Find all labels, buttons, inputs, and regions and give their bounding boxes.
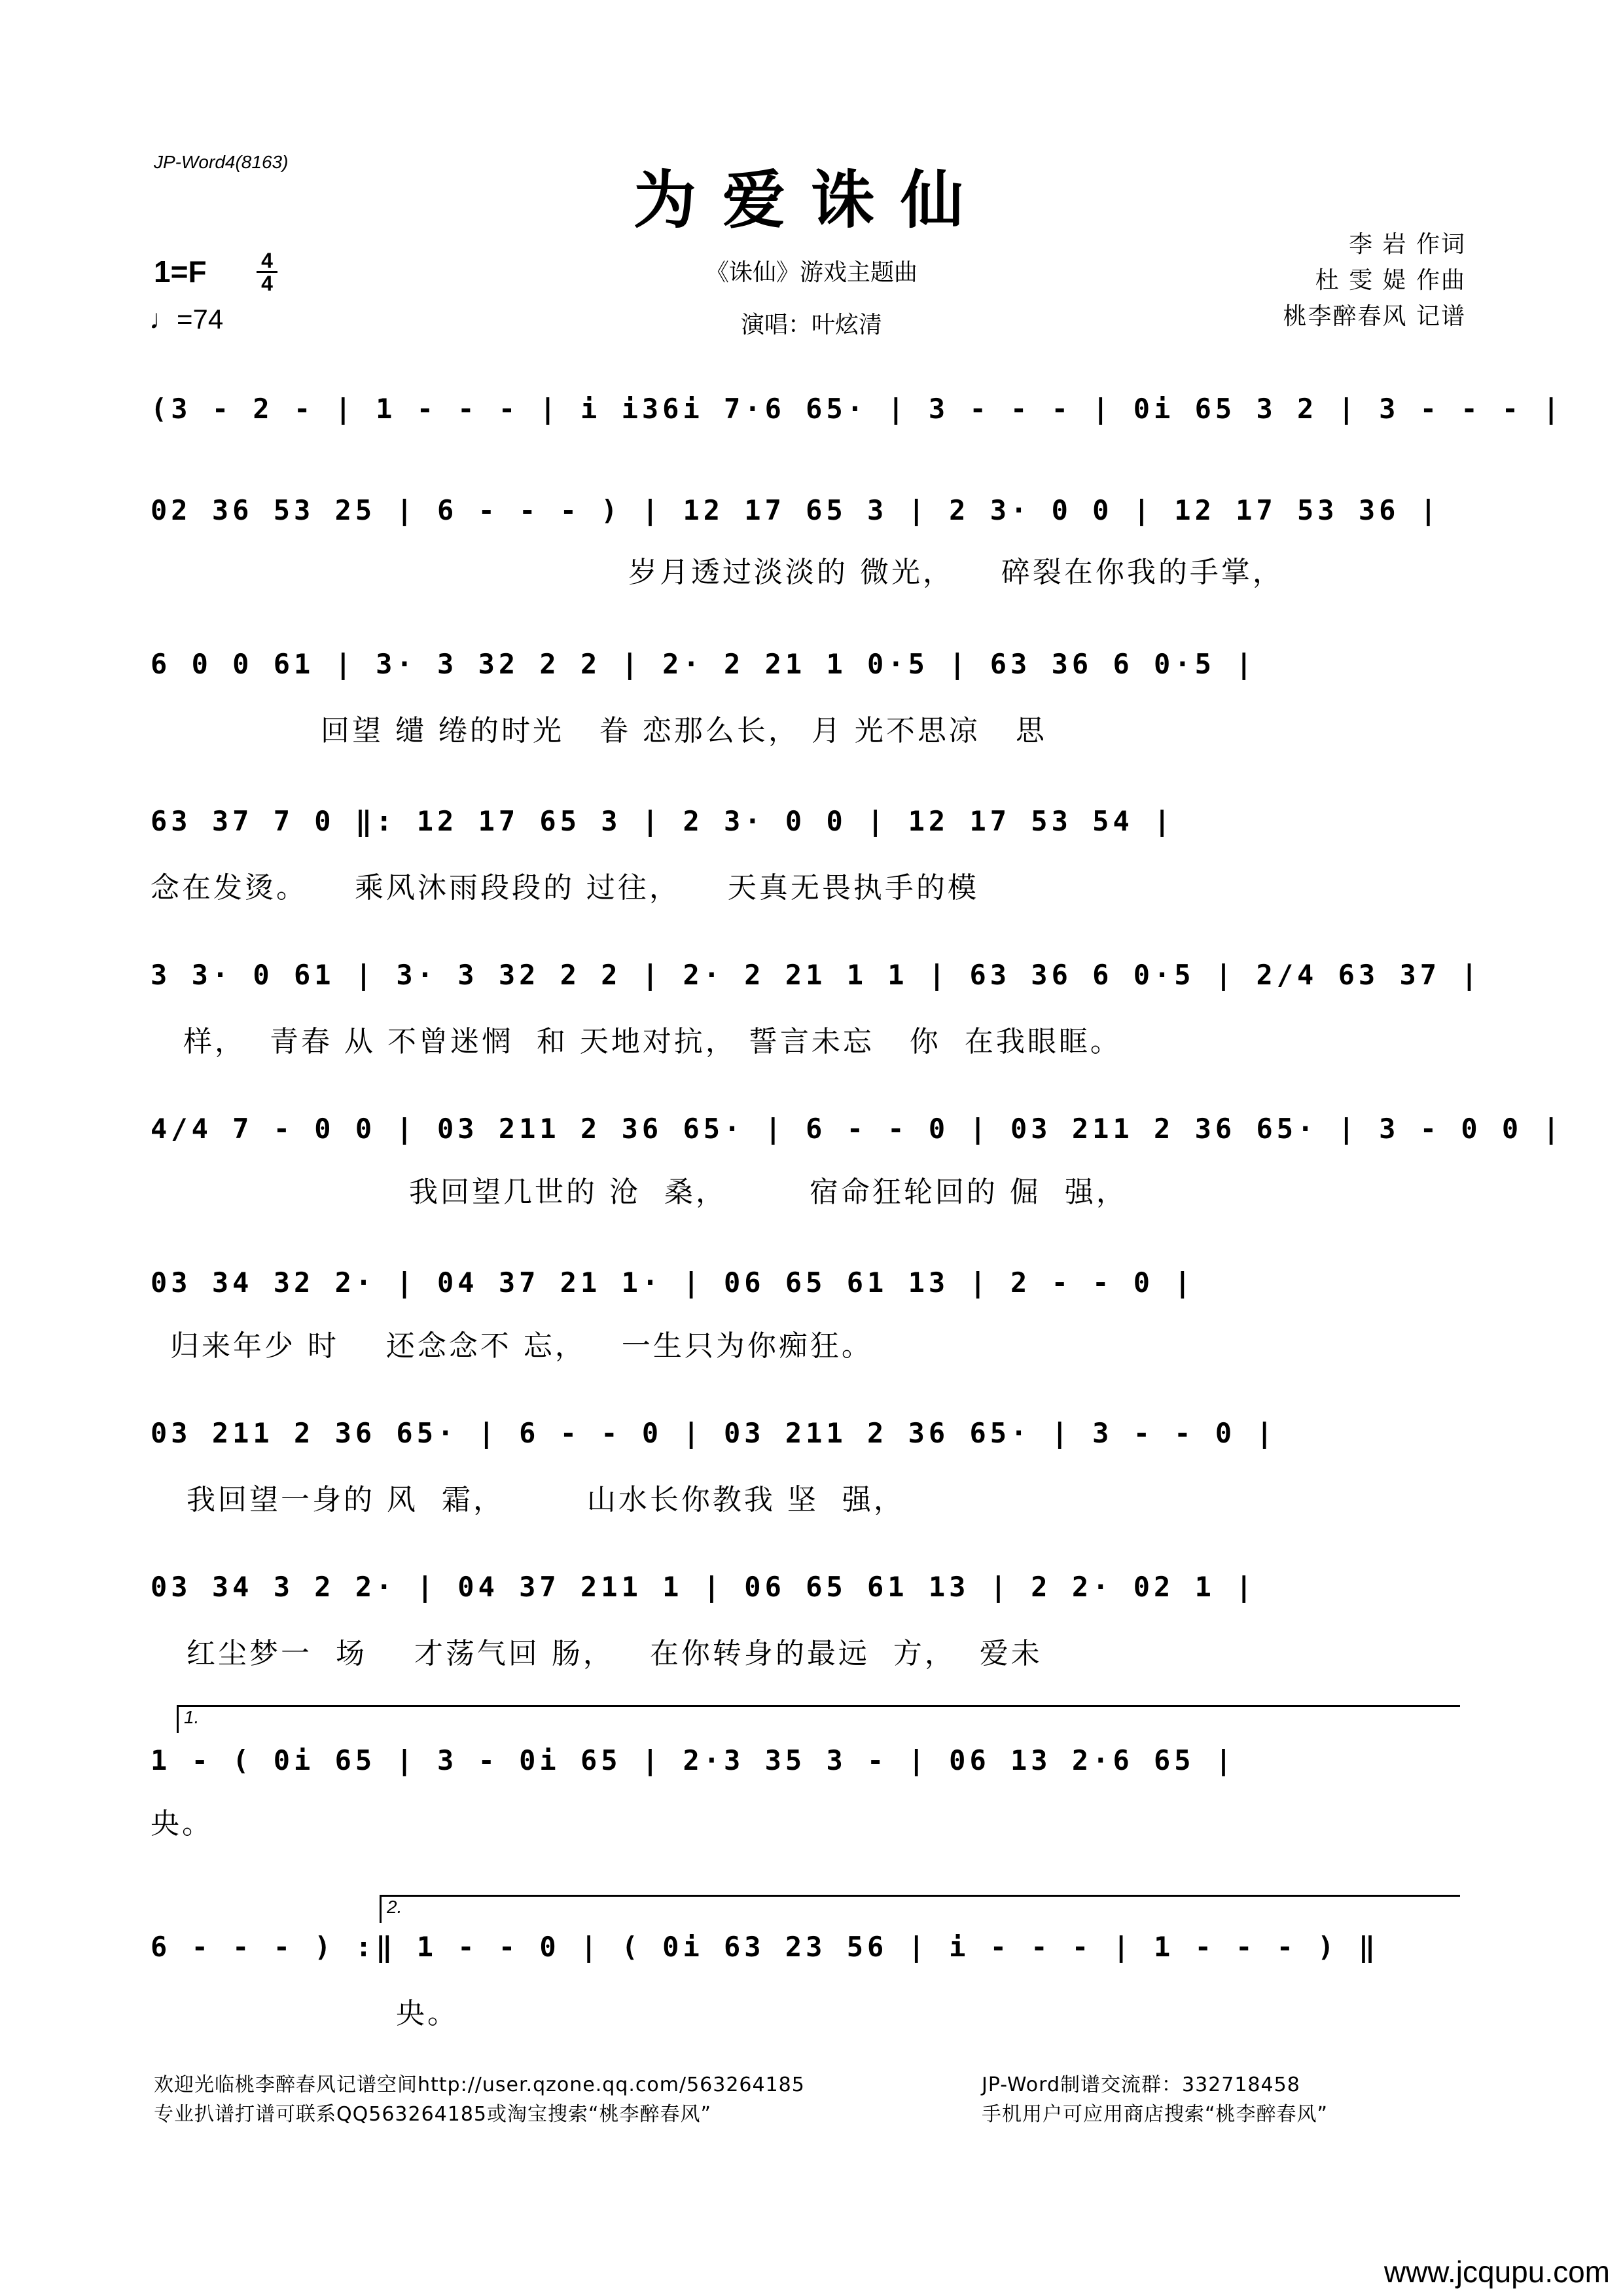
system-10-notes: 1 - ( 0i 65 | 3 - 0i 65 | 2·3 35 3 - | 06 13 2·6 65 | (151, 1744, 1236, 1776)
system-1-notes: (3 - 2 - | 1 - - - | i i36i 7·6 65· | 3 - - - | 0i 65 3 2 | 3 - - - | (151, 393, 1563, 425)
singer: 演唱：叶炫清 (740, 312, 882, 338)
tempo-marking: ♩=74 (149, 304, 224, 334)
system-8-lyrics: 我回望一身的 风 霜， 山水长你教我 坚 强， (187, 1483, 905, 1516)
footer-group: JP-Word制谱交流群：332718458 (982, 2073, 1300, 2096)
system-9-notes: 03 34 3 2 2· | 04 37 211 1 | 06 65 61 13 | 2 2· 02 1 | (151, 1571, 1257, 1603)
software-label: JP-Word4(8163) (154, 152, 289, 172)
system-6-lyrics: 我回望几世的 沧 桑， 宿命狂轮回的 倔 强， (409, 1175, 1128, 1209)
second-ending-bracket: 2. (380, 1895, 1460, 1923)
system-5-lyrics: 样， 青春 从 不曾迷惘 和 天地对抗， 誓言未忘 你 在我眼眶。 (183, 1025, 1122, 1058)
time-signature (254, 250, 280, 294)
page-title: 为爱诛仙 (633, 163, 990, 237)
transcriber-credit: 桃李醉春风 记谱 (1283, 303, 1466, 330)
system-6-notes: 4/4 7 - 0 0 | 03 211 2 36 65· | 6 - - 0 | 03 211 2 36 65· | 3 - 0 0 | (151, 1113, 1563, 1145)
system-10-lyrics: 央。 (151, 1807, 213, 1840)
footer-app: 手机用户可应用商店搜索“桃李醉春风” (982, 2103, 1329, 2126)
system-2-lyrics: 岁月透过淡淡的 微光， 碎裂在你我的手掌， (628, 556, 1284, 589)
system-4-notes: 63 37 7 0 ‖: 12 17 65 3 | 2 3· 0 0 | 12 17 53 54 | (151, 805, 1175, 837)
system-9-lyrics: 红尘梦一 场 才荡气回 肠， 在你转身的最远 方， 爱未 (187, 1637, 1043, 1670)
lyricist-credit: 李 岩 作词 (1349, 231, 1466, 258)
footer-contact: 专业扒谱打谱可联系QQ563264185或淘宝搜索“桃李醉春风” (154, 2103, 712, 2126)
system-7-lyrics: 归来年少 时 还念念不 忘， 一生只为你痴狂。 (170, 1329, 873, 1363)
key-signature: 1=F (154, 255, 207, 289)
time-bottom: 4 (261, 272, 273, 295)
composer-credit: 杜 雯 媞 作曲 (1315, 267, 1466, 294)
system-4-lyrics: 念在发烫。 乘风沐雨段段的 过往， 天真无畏执手的模 (151, 871, 979, 905)
system-11-lyrics: 央。 (396, 1997, 459, 2030)
system-7-notes: 03 34 32 2· | 04 37 21 1· | 06 65 61 13 | 2 - - 0 | (151, 1266, 1195, 1299)
system-11-notes: 6 - - - ) :‖ 1 - - 0 | ( 0i 63 23 56 | i - - - | 1 - - - ) ‖ (151, 1931, 1380, 1963)
time-top: 4 (261, 249, 273, 272)
system-3-lyrics: 回望 缱 绻的时光 眷 恋那么长， 月 光不思凉 思 (321, 714, 1047, 747)
system-8-notes: 03 211 2 36 65· | 6 - - 0 | 03 211 2 36 65· | 3 - - 0 | (151, 1417, 1277, 1449)
system-3-notes: 6 0 0 61 | 3· 3 32 2 2 | 2· 2 21 1 0·5 | 63 36 6 0·5 | (151, 648, 1257, 680)
first-ending-bracket: 1. (177, 1705, 1460, 1733)
site-watermark: www.jcqupu.com (1383, 2255, 1610, 2289)
system-2-notes: 02 36 53 25 | 6 - - - ) | 12 17 65 3 | 2 3· 0 0 | 12 17 53 36 | (151, 494, 1441, 526)
footer-website: 欢迎光临桃李醉春风记谱空间http://user.qzone.qq.com/563264185 (154, 2073, 805, 2096)
system-5-notes: 3 3· 0 61 | 3· 3 32 2 2 | 2· 2 21 1 1 | 63 36 6 0·5 | 2/4 63 37 | (151, 959, 1482, 991)
subtitle: 《诛仙》游戏主题曲 (705, 259, 918, 286)
